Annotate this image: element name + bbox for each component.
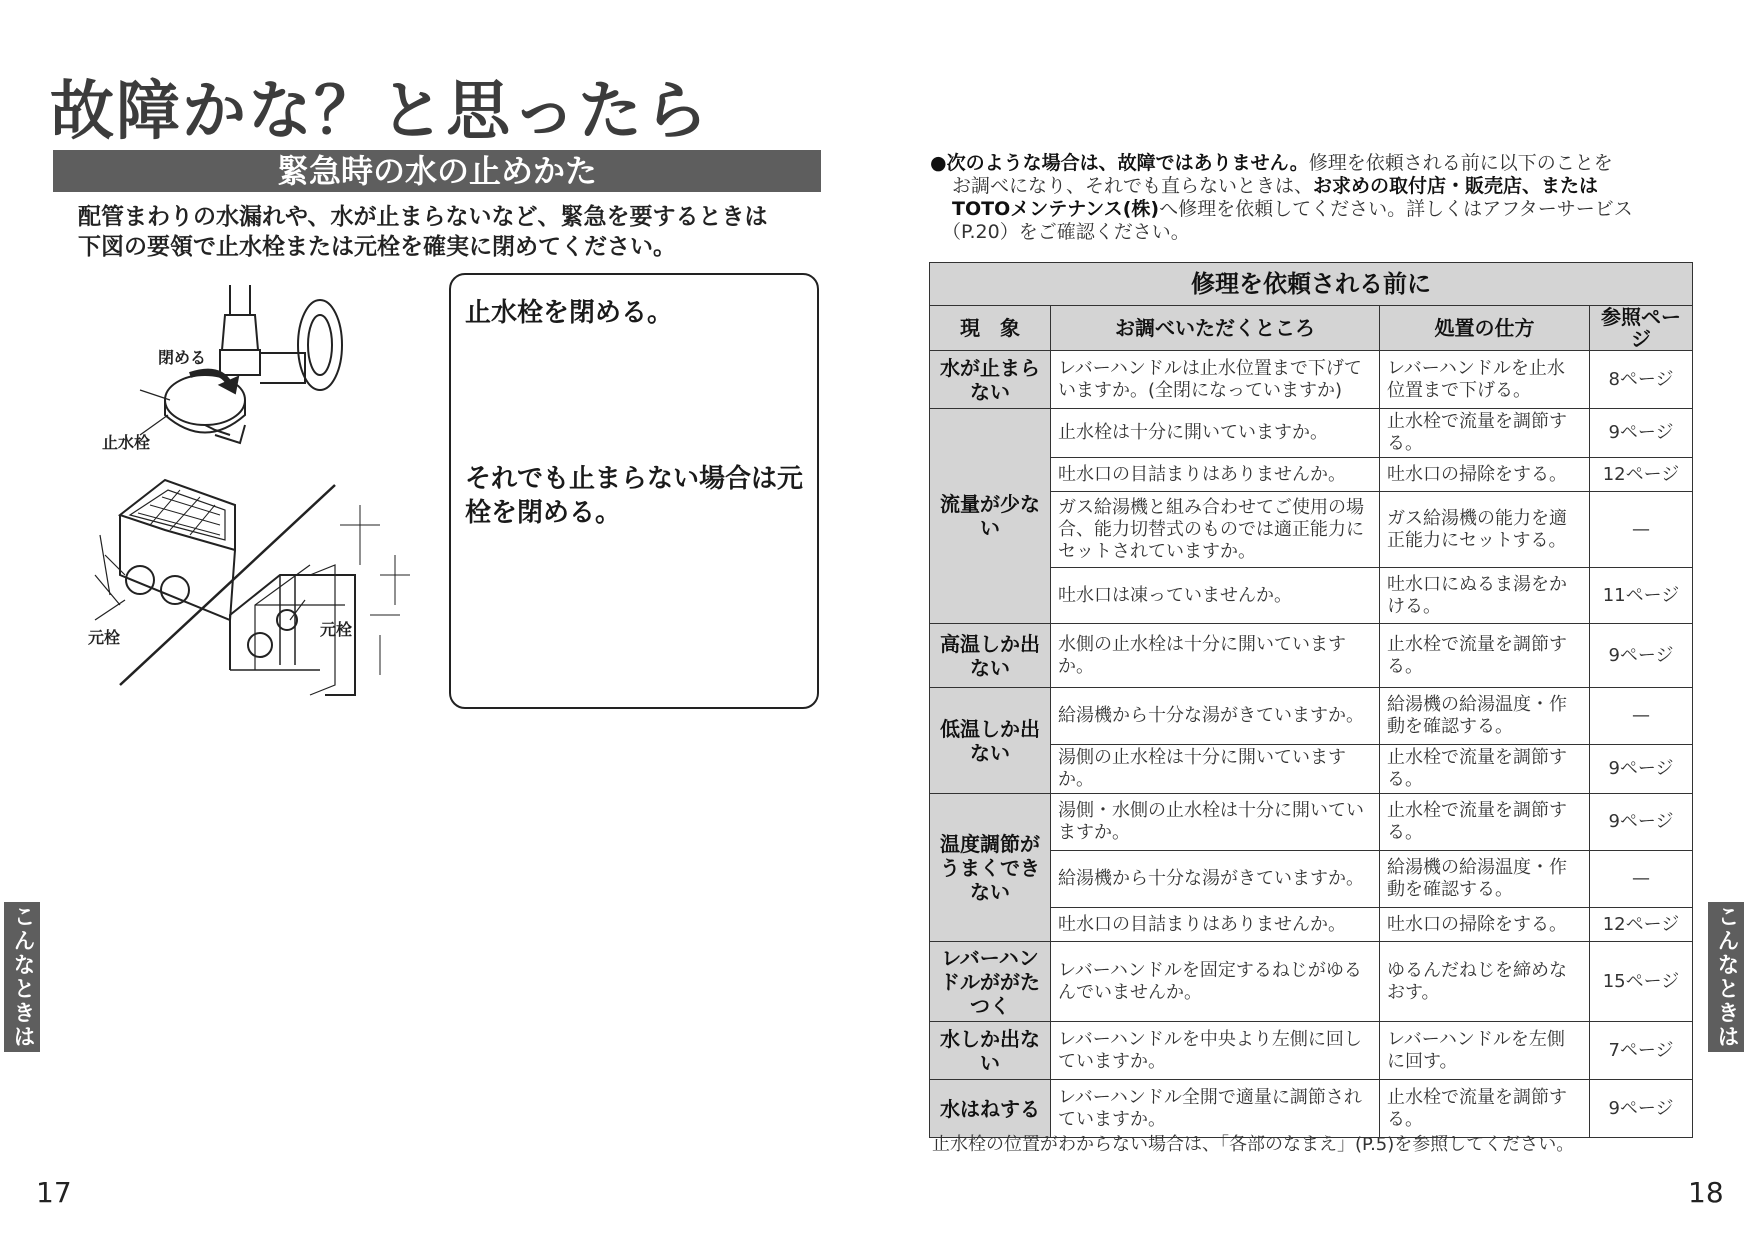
valve-drawing <box>80 275 420 715</box>
cell-remedy: 給湯機の給湯温度・作動を確認する。 <box>1380 851 1590 908</box>
notice-text <box>930 152 1680 244</box>
cell-remedy: レバーハンドルを止水位置まで下げる。 <box>1380 351 1590 409</box>
cell-check: レバーハンドルは止水位置まで下げていますか。(全閉になっていますか) <box>1051 351 1380 409</box>
page-number-left: 17 <box>36 1176 72 1209</box>
cell-remedy: 止水栓で流量を調節する。 <box>1380 794 1590 851</box>
header-check: お調べいただくところ <box>1051 306 1380 351</box>
troubleshooting-table <box>929 262 1693 1138</box>
header-remedy: 処置の仕方 <box>1380 306 1590 351</box>
notice-line2-bold: お求めの取付店・販売店、または <box>1313 175 1599 197</box>
cell-phenomenon: 水が止まらない <box>930 351 1051 409</box>
cell-ref: — <box>1590 492 1693 568</box>
cell-remedy: レバーハンドルを左側に回す。 <box>1380 1022 1590 1080</box>
notice-line3-rest: へ修理を依頼してください。詳しくはアフターサービス <box>1159 198 1633 220</box>
cell-ref: 12ページ <box>1590 458 1693 492</box>
page-number-right: 18 <box>1688 1176 1724 1209</box>
cell-check: 給湯機から十分な湯がきていますか。 <box>1051 688 1380 745</box>
cell-ref: 7ページ <box>1590 1022 1693 1080</box>
cell-check: 吐水口は凍っていませんか。 <box>1051 568 1380 624</box>
table-row <box>930 1022 1693 1080</box>
footnote: 止水栓の位置がわからない場合は、「各部のなまえ」(P.5)を参照してください。 <box>932 1134 1575 1155</box>
cell-phenomenon: 水しか出ない <box>930 1022 1051 1080</box>
cell-phenomenon: 水はねする <box>930 1080 1051 1138</box>
cell-ref: 9ページ <box>1590 794 1693 851</box>
cell-check: レバーハンドル全開で適量に調節されていますか。 <box>1051 1080 1380 1138</box>
cell-ref: 8ページ <box>1590 351 1693 409</box>
cell-check: 吐水口の目詰まりはありませんか。 <box>1051 458 1380 492</box>
notice-line1-bold: ●次のような場合は、故障ではありません。 <box>930 152 1309 174</box>
cell-ref: 9ページ <box>1590 745 1693 794</box>
table-row <box>930 351 1693 409</box>
label-close: 閉める <box>158 348 207 367</box>
cell-check: 水側の止水栓は十分に開いていますか。 <box>1051 624 1380 688</box>
notice-line2-a: お調べになり、それでも直らないときは、 <box>952 175 1314 197</box>
section-title: 緊急時の水の止めかた <box>53 150 821 192</box>
cell-phenomenon: 高温しか出ない <box>930 624 1051 688</box>
cell-check: 湯側・水側の止水栓は十分に開いていますか。 <box>1051 794 1380 851</box>
page-title: 故障かな？と思ったら <box>50 75 710 149</box>
cell-ref: 11ページ <box>1590 568 1693 624</box>
side-tab-right: こんなときは <box>1708 902 1744 1052</box>
cell-remedy: 吐水口の掃除をする。 <box>1380 458 1590 492</box>
label-main-valve-left: 元栓 <box>88 628 121 647</box>
notice-line1-rest: 修理を依頼される前に以下のことを <box>1308 152 1613 174</box>
header-phenomenon: 現 象 <box>930 306 1051 351</box>
intro-text <box>78 202 818 262</box>
notice-line3-bold: TOTOメンテナンス(株) <box>952 198 1160 220</box>
cell-check: レバーハンドルを固定するねじがゆるんでいませんか。 <box>1051 942 1380 1022</box>
cell-ref: — <box>1590 688 1693 745</box>
cell-ref: 9ページ <box>1590 409 1693 458</box>
side-tab-left: こんなときは <box>4 902 40 1052</box>
cell-ref: 12ページ <box>1590 908 1693 942</box>
cell-remedy: 止水栓で流量を調節する。 <box>1380 624 1590 688</box>
cell-phenomenon: レバーハンドルががたつく <box>930 942 1051 1022</box>
cell-phenomenon: 流量が少ない <box>930 409 1051 624</box>
cell-remedy: ゆるんだねじを締めなおす。 <box>1380 942 1590 1022</box>
cell-check: 給湯機から十分な湯がきていますか。 <box>1051 851 1380 908</box>
cell-ref: 15ページ <box>1590 942 1693 1022</box>
instruction-step-2: それでも止まらない場合は元栓を閉める。 <box>465 464 804 528</box>
header-ref: 参照ページ <box>1590 306 1693 351</box>
troubleshooting-table-wrap <box>929 262 1692 1138</box>
cell-phenomenon: 低温しか出ない <box>930 688 1051 794</box>
cell-phenomenon: 温度調節がうまくできない <box>930 794 1051 942</box>
cell-ref: — <box>1590 851 1693 908</box>
cell-remedy: 止水栓で流量を調節する。 <box>1380 745 1590 794</box>
cell-remedy: 給湯機の給湯温度・作動を確認する。 <box>1380 688 1590 745</box>
valve-illustration <box>80 275 420 715</box>
instruction-step-1: 止水栓を閉める。 <box>465 298 674 328</box>
cell-check: 湯側の止水栓は十分に開いていますか。 <box>1051 745 1380 794</box>
notice-line4: （P.20）をご確認ください。 <box>942 221 1190 243</box>
table-title: 修理を依頼される前に <box>930 263 1693 306</box>
cell-check: 止水栓は十分に開いていますか。 <box>1051 409 1380 458</box>
cell-ref: 9ページ <box>1590 1080 1693 1138</box>
cell-remedy: 吐水口の掃除をする。 <box>1380 908 1590 942</box>
table-row <box>930 794 1693 851</box>
cell-remedy: 止水栓で流量を調節する。 <box>1380 1080 1590 1138</box>
cell-remedy: 止水栓で流量を調節する。 <box>1380 409 1590 458</box>
cell-remedy: 吐水口にぬるま湯をかける。 <box>1380 568 1590 624</box>
label-stop-valve: 止水栓 <box>102 433 151 452</box>
table-body <box>930 351 1693 1138</box>
table-row <box>930 1080 1693 1138</box>
cell-remedy: ガス給湯機の能力を適正能力にセットする。 <box>1380 492 1590 568</box>
cell-check: レバーハンドルを中央より左側に回していますか。 <box>1051 1022 1380 1080</box>
table-row <box>930 942 1693 1022</box>
cell-ref: 9ページ <box>1590 624 1693 688</box>
cell-check: 吐水口の目詰まりはありませんか。 <box>1051 908 1380 942</box>
intro-line-1: 配管まわりの水漏れや、水が止まらないなど、緊急を要するときは <box>78 204 768 230</box>
label-main-valve-right: 元栓 <box>320 620 353 639</box>
intro-line-2: 下図の要領で止水栓または元栓を確実に閉めてください。 <box>78 234 676 260</box>
table-row <box>930 409 1693 458</box>
table-row <box>930 624 1693 688</box>
cell-check: ガス給湯機と組み合わせてご使用の場合、能力切替式のものでは適正能力にセットされていますか。 <box>1051 492 1380 568</box>
table-row <box>930 688 1693 745</box>
